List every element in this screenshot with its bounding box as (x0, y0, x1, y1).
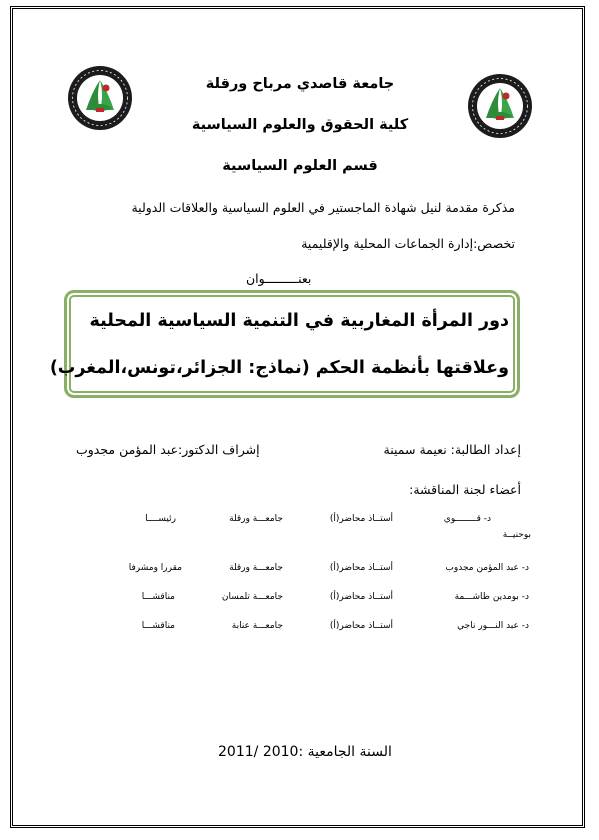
committee-member-university: جامعـــة تلمسان (221, 592, 283, 602)
academic-year: السنة الجامعية :2010 /2011 (218, 744, 392, 760)
committee-member-role: مناقشـــا (141, 592, 175, 602)
department-name: قسم العلوم السياسية (222, 158, 378, 174)
committee-member-name: د- عبد النـــور ناجي (457, 621, 529, 631)
committee-member-university: جامعـــة عنابة (231, 621, 283, 631)
thesis-specialty: تخصص:إدارة الجماعات المحلية والإقليمية (301, 236, 515, 251)
committee-member-university: جامعـــة ورقلة (229, 563, 283, 573)
committee-member-rank: أستــاذ محاضر(أ) (329, 514, 393, 524)
committee-member-role: مناقشـــا (141, 621, 175, 631)
committee-member-rank: أستــاذ محاضر(أ) (329, 563, 393, 573)
committee-member-rank: أستــاذ محاضر(أ) (329, 621, 393, 631)
thesis-purpose: مذكرة مقدمة لنيل شهادة الماجستير في العلوم السياسية والعلاقات الدولية (131, 200, 515, 215)
committee-heading: أعضاء لجنة المناقشة: (409, 482, 521, 497)
university-seal-left-icon (66, 64, 134, 132)
committee-member-name: د- عبد المؤمن مجدوب (445, 563, 529, 573)
thesis-title-line1: دور المرأة المغاربية في التنمية السياسية المحلية (89, 311, 509, 331)
student-name: إعداد الطالبة: نعيمة سمينة (383, 442, 521, 457)
committee-member-role: رئيســــا (145, 514, 176, 524)
supervisor-name: إشراف الدكتور:عبد المؤمن مجدوب (76, 442, 260, 457)
university-seal-right-icon (466, 72, 534, 140)
titled-label: بعنـــــــــوان (246, 271, 312, 286)
committee-member-rank: أستــاذ محاضر(أ) (329, 592, 393, 602)
title-box (64, 290, 520, 398)
faculty-name: كلية الحقوق والعلوم السياسية (191, 117, 409, 133)
committee-member-name: د- قــــــــوي (443, 514, 491, 524)
committee-member-role: مقررا ومشرفا (128, 563, 182, 573)
thesis-title-line2: وعلاقتها بأنظمة الحكم (نماذج: الجزائر،تونس،المغرب) (49, 358, 509, 378)
committee-member-name-cont: بوحنيــة (502, 530, 531, 540)
committee-member-name: د- بومدين طاشـــمة (454, 592, 529, 602)
committee-member-university: جامعـــة ورقلة (229, 514, 283, 524)
university-name: جامعة قاصدي مرباح ورقلة (205, 76, 395, 92)
